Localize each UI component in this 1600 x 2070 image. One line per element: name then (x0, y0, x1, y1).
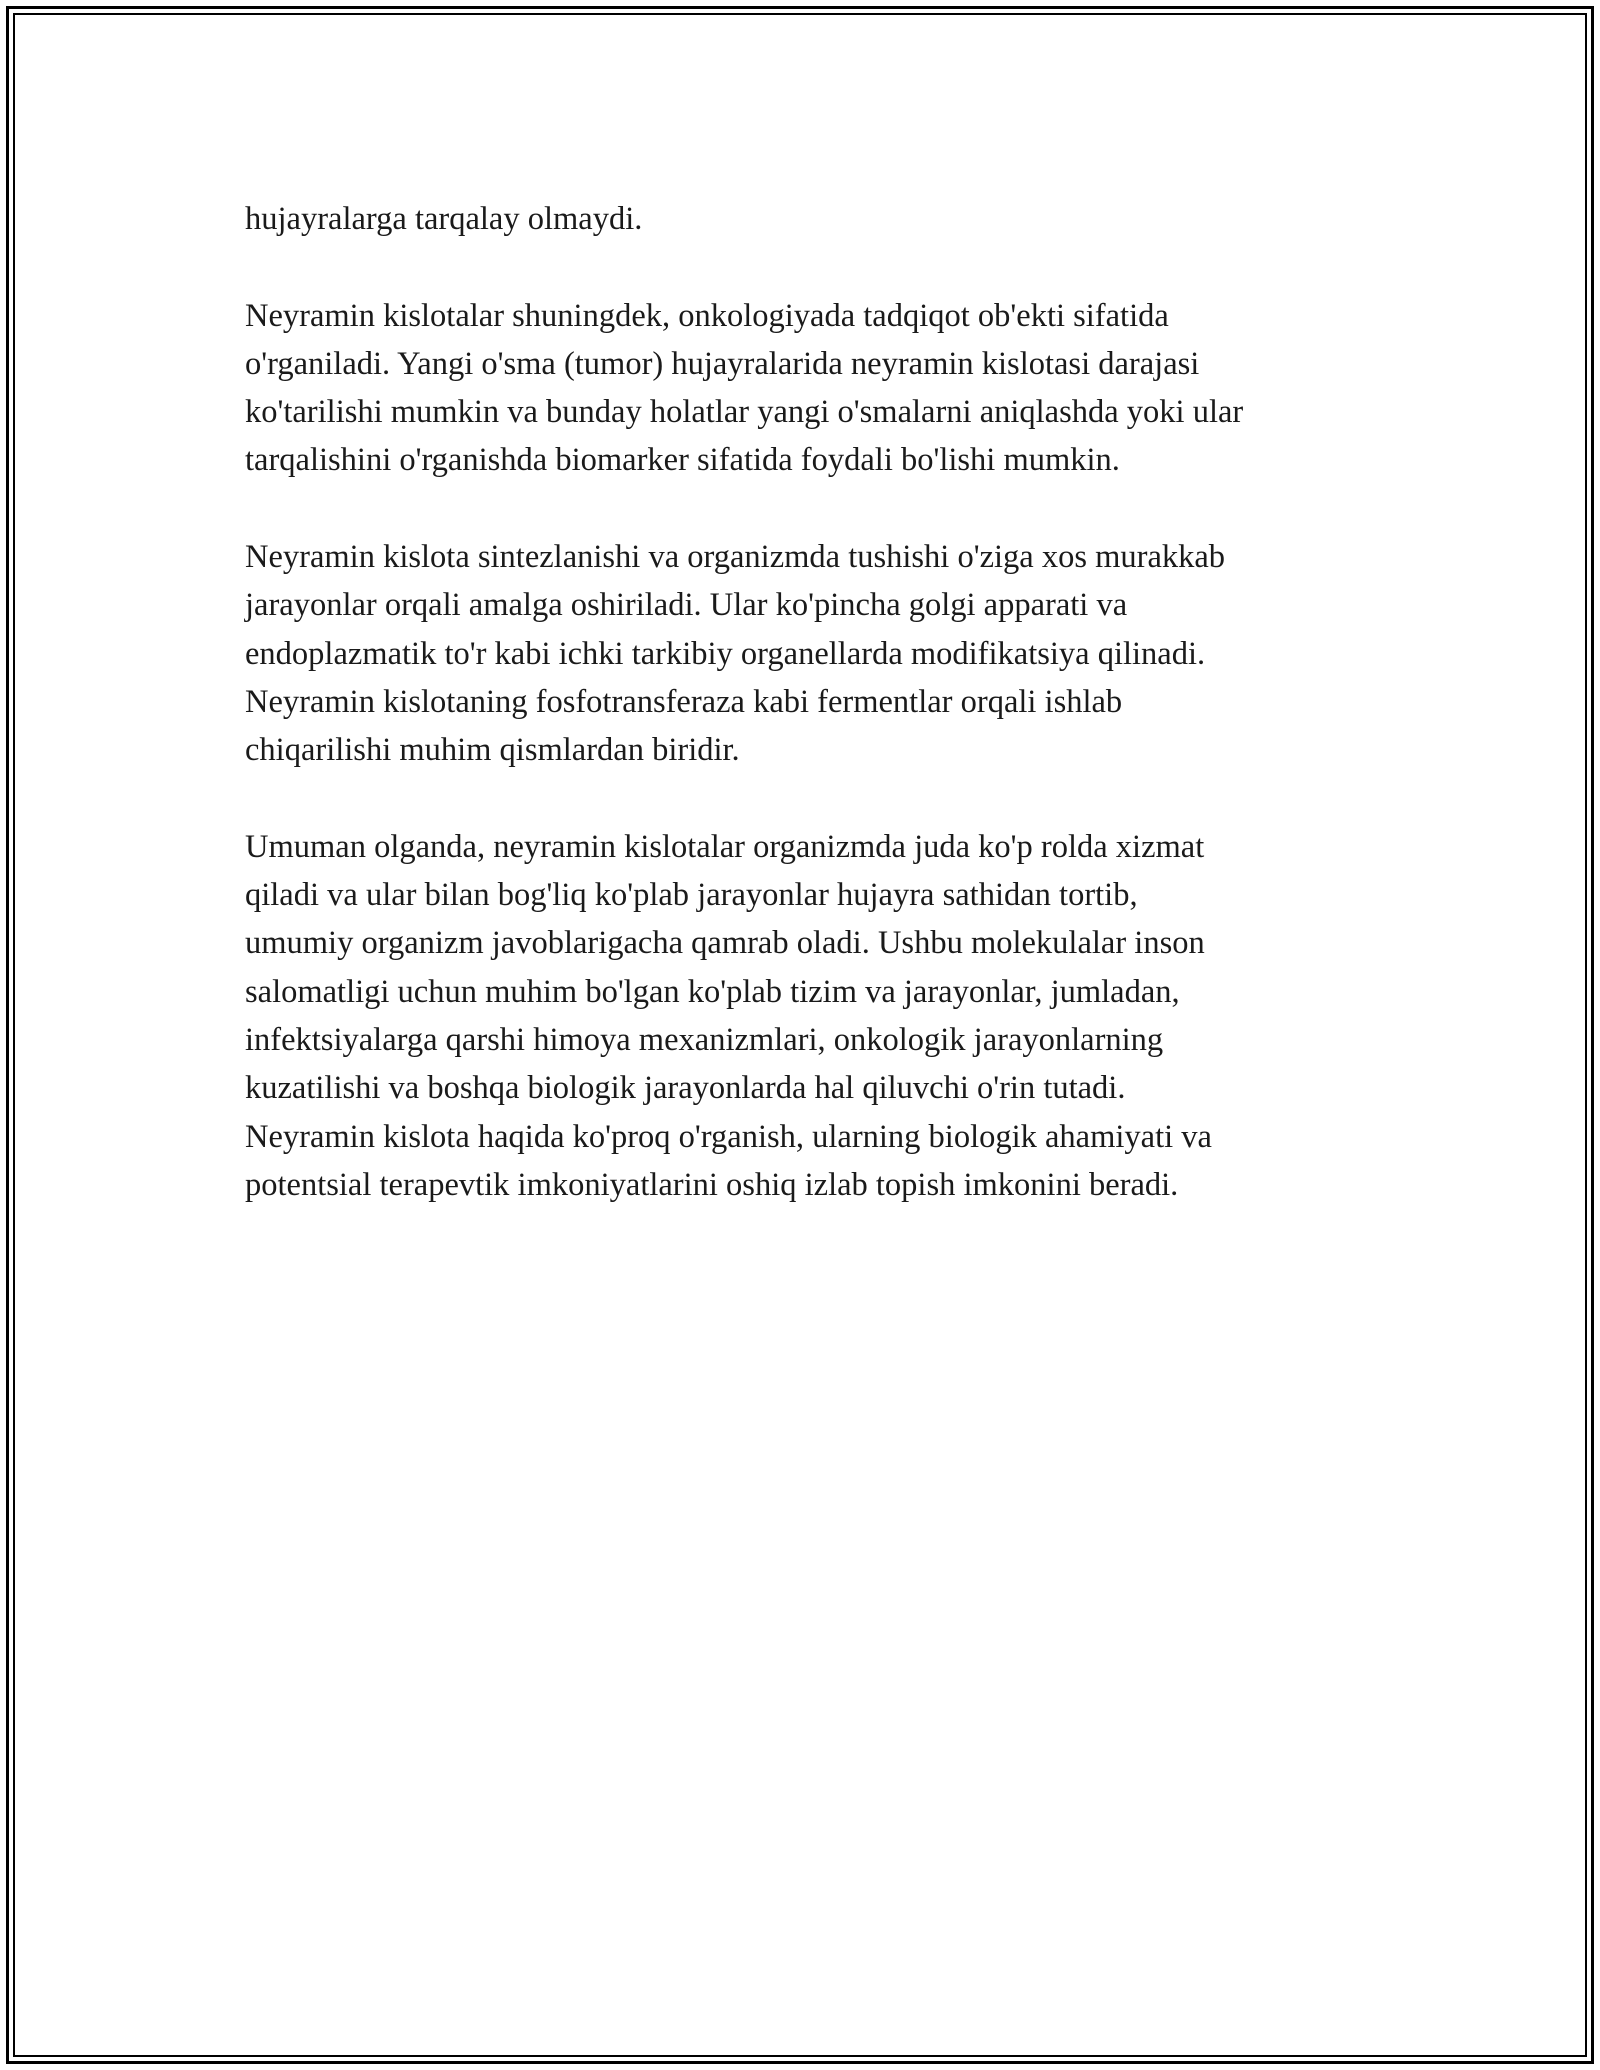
text-line: potentsial terapevtik imkoniyatlarini oshiq izlab topish imkonini beradi. (245, 1166, 1179, 1203)
text-line: umumiy organizm javoblarigacha qamrab oladi. Ushbu molekulalar inson (245, 925, 1205, 962)
text-line: qiladi va ular bilan bog'liq ko'plab jarayonlar hujayra sathidan tortib, (245, 877, 1138, 914)
text-line: chiqarilishi muhim qismlardan biridir. (245, 732, 740, 769)
text-line: o'rganiladi. Yangi o'sma (tumor) hujayralarida neyramin kislotasi darajasi (245, 345, 1200, 382)
document-body (245, 195, 1395, 1258)
text-line: Neyramin kislotaning fosfotransferaza kabi fermentlar orqali ishlab (245, 683, 1123, 720)
paragraph-1 (245, 195, 1395, 243)
text-line: Neyramin kislotalar shuningdek, onkologiyada tadqiqot ob'ekti sifatida (245, 297, 1169, 334)
text-line: Neyramin kislota haqida ko'proq o'rganish, ularning biologik ahamiyati va (245, 1118, 1212, 1155)
text-line: tarqalishini o'rganishda biomarker sifatida foydali bo'lishi mumkin. (245, 442, 1120, 479)
text-line: hujayralarga tarqalay olmaydi. (245, 201, 643, 237)
text-line: endoplazmatik to'r kabi ichki tarkibiy organellarda modifikatsiya qilinadi. (245, 635, 1206, 672)
text-line: Umuman olganda, neyramin kislotalar organizmda juda ko'p rolda xizmat (245, 828, 1205, 865)
page-frame (6, 6, 1594, 2064)
text-line: Neyramin kislota sintezlanishi va organizmda tushishi o'ziga xos murakkab (245, 539, 1226, 576)
text-line: jarayonlar orqali amalga oshiriladi. Ular ko'pincha golgi apparati va (245, 587, 1128, 624)
paragraph-2 (245, 292, 1395, 485)
text-line: infektsiyalarga qarshi himoya mexanizmlari, onkologik jarayonlarning (245, 1022, 1164, 1059)
text-line: salomatligi uchun muhim bo'lgan ko'plab tizim va jarayonlar, jumladan, (245, 973, 1180, 1010)
paragraph-4 (245, 823, 1395, 1209)
text-line: ko'tarilishi mumkin va bunday holatlar yangi o'smalarni aniqlashda yoki ular (245, 394, 1244, 431)
paragraph-3 (245, 533, 1395, 774)
text-line: kuzatilishi va boshqa biologik jarayonlarda hal qiluvchi o'rin tutadi. (245, 1070, 1126, 1107)
